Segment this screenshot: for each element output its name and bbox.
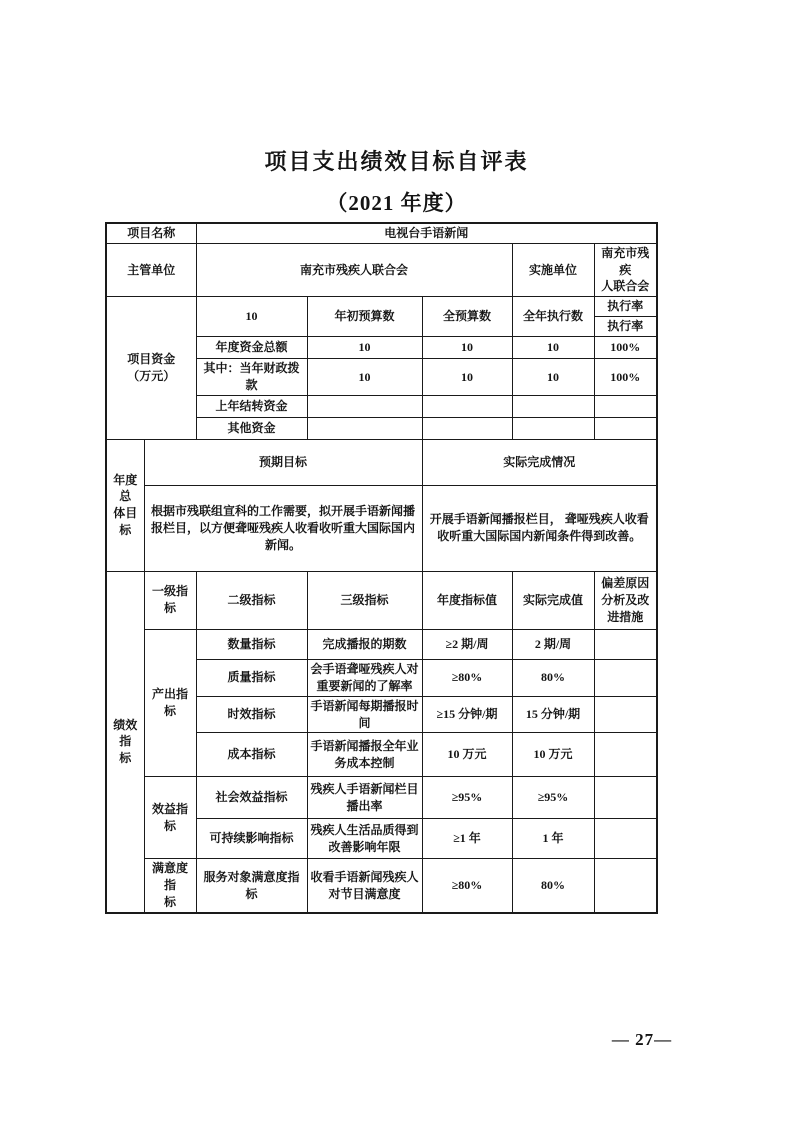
indicator-cost-deviation xyxy=(594,733,657,777)
group-benefit-label: 效益指标 xyxy=(144,777,196,859)
indicator-sustain-level2: 可持续影响指标 xyxy=(196,819,307,859)
page-title: 项目支出绩效目标自评表 xyxy=(264,149,529,174)
actual-completion-header: 实际完成情况 xyxy=(422,439,657,485)
funds-row-fiscal-executed: 10 xyxy=(512,359,594,396)
indicator-satisfaction-target: ≥80% xyxy=(422,859,512,913)
funds-row-carryover-label: 上年结转资金 xyxy=(196,395,307,417)
indicator-cost-level3: 手语新闻播报全年业务成本控制 xyxy=(307,733,422,777)
indicator-satisfaction-level3: 收看手语新闻残疾人对节目满意度 xyxy=(307,859,422,913)
indicator-quality-actual: 80% xyxy=(512,659,594,696)
implementing-unit-label: 实施单位 xyxy=(512,243,594,296)
header-level3: 三级指标 xyxy=(307,571,422,629)
indicator-quality-level2: 质量指标 xyxy=(196,659,307,696)
actual-completion-text: 开展手语新闻播报栏目， 聋哑残疾人收看收听重大国际国内新闻条件得到改善。 xyxy=(422,485,657,571)
funds-row-other-initial xyxy=(307,417,422,439)
indicators-section-label: 绩效指 标 xyxy=(106,571,144,912)
indicator-timeliness-deviation xyxy=(594,696,657,733)
indicator-satisfaction-level2: 服务对象满意度指标 xyxy=(196,859,307,913)
funds-rate-header-bottom: 执行率 xyxy=(594,317,657,337)
header-actual-value: 实际完成值 xyxy=(512,571,594,629)
indicator-social-level3: 残疾人手语新闻栏目播出率 xyxy=(307,777,422,819)
indicator-quantity-deviation xyxy=(594,629,657,659)
indicator-sustain-level3: 残疾人生活品质得到改善影响年限 xyxy=(307,819,422,859)
group-output-label: 产出指标 xyxy=(144,629,196,777)
indicator-cost-target: 10 万元 xyxy=(422,733,512,777)
page-number: — 27— xyxy=(611,1030,673,1049)
funds-row-fiscal-budget: 10 xyxy=(422,359,512,396)
expected-goal-header: 预期目标 xyxy=(144,439,422,485)
funds-col-total-budget: 全预算数 xyxy=(422,297,512,337)
indicator-satisfaction-actual: 80% xyxy=(512,859,594,913)
funds-col-first: 10 xyxy=(196,297,307,337)
funds-col-executed: 全年执行数 xyxy=(512,297,594,337)
funds-col-initial-budget: 年初预算数 xyxy=(307,297,422,337)
indicator-cost-actual: 10 万元 xyxy=(512,733,594,777)
header-level1: 一级指标 xyxy=(144,571,196,629)
funds-row-fiscal-rate: 100% xyxy=(594,359,657,396)
supervisor-label: 主管单位 xyxy=(106,243,196,296)
indicator-social-deviation xyxy=(594,777,657,819)
indicator-sustain-actual: 1 年 xyxy=(512,819,594,859)
funds-row-total-rate: 100% xyxy=(594,337,657,359)
funds-row-fiscal-label: 其中：当年财政拨款 xyxy=(196,359,307,396)
indicator-quality-level3: 会手语聋哑残疾人对重要新闻的了解率 xyxy=(307,659,422,696)
funds-row-carryover-budget xyxy=(422,395,512,417)
indicator-quantity-target: ≥2 期/周 xyxy=(422,629,512,659)
self-evaluation-table xyxy=(105,222,658,914)
indicator-cost-level2: 成本指标 xyxy=(196,733,307,777)
header-target-value: 年度指标值 xyxy=(422,571,512,629)
group-satisfaction-label: 满意度指 标 xyxy=(144,859,196,913)
indicator-quantity-level2: 数量指标 xyxy=(196,629,307,659)
indicator-quantity-level3: 完成播报的期数 xyxy=(307,629,422,659)
funds-row-total-label: 年度资金总额 xyxy=(196,337,307,359)
funds-rate-header-top: 执行率 xyxy=(594,297,657,317)
expected-goal-text: 根据市残联组宣科的工作需要，拟开展手语新闻播报栏目，以方便聋哑残疾人收看收听重大国际国内新闻。 xyxy=(144,485,422,571)
page-subtitle: （2021 年度） xyxy=(326,191,467,215)
funds-row-carryover-executed xyxy=(512,395,594,417)
indicator-social-actual: ≥95% xyxy=(512,777,594,819)
indicator-timeliness-level3: 手语新闻每期播报时间 xyxy=(307,696,422,733)
indicator-quantity-actual: 2 期/周 xyxy=(512,629,594,659)
indicator-social-target: ≥95% xyxy=(422,777,512,819)
indicator-satisfaction-deviation xyxy=(594,859,657,913)
indicator-sustain-target: ≥1 年 xyxy=(422,819,512,859)
indicator-quality-deviation xyxy=(594,659,657,696)
funds-row-other-label: 其他资金 xyxy=(196,417,307,439)
funds-row-carryover-rate xyxy=(594,395,657,417)
funds-row-total-initial: 10 xyxy=(307,337,422,359)
indicator-timeliness-target: ≥15 分钟/期 xyxy=(422,696,512,733)
indicator-sustain-deviation xyxy=(594,819,657,859)
implementing-unit-value: 南充市残疾 人联合会 xyxy=(594,243,657,296)
header-deviation: 偏差原因分析及改进措施 xyxy=(594,571,657,629)
indicator-timeliness-actual: 15 分钟/期 xyxy=(512,696,594,733)
indicator-social-level2: 社会效益指标 xyxy=(196,777,307,819)
funds-row-carryover-initial xyxy=(307,395,422,417)
indicator-quality-target: ≥80% xyxy=(422,659,512,696)
header-level2: 二级指标 xyxy=(196,571,307,629)
supervisor-value: 南充市残疾人联合会 xyxy=(196,243,512,296)
annual-goal-section-label: 年度总 体目标 xyxy=(106,439,144,571)
project-name-label: 项目名称 xyxy=(106,223,196,243)
funds-section-label: 项目资金 （万元） xyxy=(106,297,196,440)
project-name-value: 电视台手语新闻 xyxy=(196,223,657,243)
funds-row-other-rate xyxy=(594,417,657,439)
indicator-timeliness-level2: 时效指标 xyxy=(196,696,307,733)
funds-row-other-budget xyxy=(422,417,512,439)
funds-row-total-budget: 10 xyxy=(422,337,512,359)
funds-row-total-executed: 10 xyxy=(512,337,594,359)
funds-row-fiscal-initial: 10 xyxy=(307,359,422,396)
funds-row-other-executed xyxy=(512,417,594,439)
